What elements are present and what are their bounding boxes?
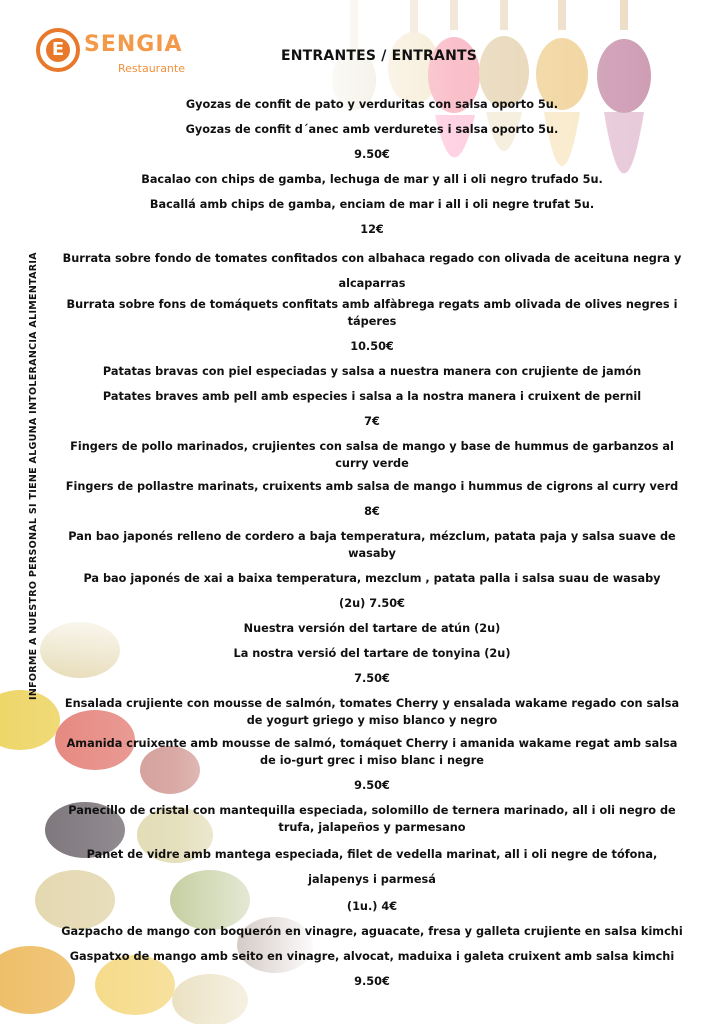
item-name-es: Burrata sobre fondo de tomates confitados con albahaca regado con olivada de aceituna negra y alcaparras xyxy=(62,252,682,290)
item-name-ca: Amanida cruixente amb mousse de salmó, tomáquet Cherry i amanida wakame regat amb salsa de io-gurt grec i miso blanc i negre xyxy=(66,737,678,767)
item-name-es: Ensalada crujiente con mousse de salmón, tomates Cherry y ensalada wakame regado con salsa de yogurt griego y miso blanco y negro xyxy=(64,697,680,727)
allergy-notice: INFORME A NUESTRO PERSONAL SI TIENE ALGUNA INTOLERANCIA ALIMENTARIA xyxy=(28,252,39,700)
item-price: 12€ xyxy=(360,223,384,236)
menu-item xyxy=(58,171,686,238)
item-name-es: Gazpacho de mango con boquerón en vinagre, aguacate, fresa y galleta crujiente en salsa kimchi xyxy=(61,925,683,938)
item-name-es: Fingers de pollo marinados, crujientes con salsa de mango y base de hummus de garbanzos al curry verde xyxy=(70,440,674,470)
page-title: ENTRANTES / ENTRANTS xyxy=(281,48,478,64)
menu-item xyxy=(58,695,686,794)
logo-subtitle: Restaurante xyxy=(118,62,185,75)
item-name-es: Nuestra versión del tartare de atún (2u) xyxy=(243,622,501,635)
item-name-es: Panecillo de cristal con mantequilla especiada, solomillo de ternera marinado, all i oli negro de trufa, jalapeños y parmesano xyxy=(68,804,676,834)
item-name-ca: Patates braves amb pell amb especies i salsa a la nostra manera i cruixent de pernil xyxy=(102,390,642,403)
logo-name: SENGIA xyxy=(84,32,183,57)
item-name-ca: La nostra versió del tartare de tonyina (2u) xyxy=(233,647,511,660)
item-name-ca: Pa bao japonés de xai a baixa temperatura, mezclum , patata palla i salsa suau de wasaby xyxy=(83,572,661,585)
item-name-ca: Gaspatxo de mango amb seito en vinagre, alvocat, maduixa i galeta cruixent amb salsa kimchi xyxy=(69,950,675,963)
item-name-es: Gyozas de confit de pato y verduritas con salsa oporto 5u. xyxy=(185,98,559,111)
item-name-ca: Burrata sobre fons de tomáquets confitats amb alfàbrega regats amb olivada de olives negres i táperes xyxy=(66,298,678,328)
item-price: 10.50€ xyxy=(350,340,394,353)
item-price: 9.50€ xyxy=(354,779,390,792)
item-name-ca: Fingers de pollastre marinats, cruixents amb salsa de mango i hummus de cigrons al curry verd xyxy=(65,480,679,493)
item-name-es: Bacalao con chips de gamba, lechuga de mar y all i oli negro trufado 5u. xyxy=(141,173,603,186)
logo-letter: E xyxy=(46,38,70,62)
item-price: 7€ xyxy=(364,415,380,428)
restaurant-logo xyxy=(36,28,186,80)
item-price: 9.50€ xyxy=(354,975,390,988)
item-name-ca: Bacallá amb chips de gamba, enciam de mar i all i oli negre trufat 5u. xyxy=(149,198,595,211)
item-price: 9.50€ xyxy=(354,148,390,161)
menu-item xyxy=(58,246,686,355)
menu-item xyxy=(58,528,686,612)
menu-list xyxy=(58,96,686,990)
menu-item xyxy=(58,363,686,430)
item-price: (2u) 7.50€ xyxy=(339,597,405,610)
menu-item xyxy=(58,923,686,990)
item-name-ca: Panet de vidre amb mantega especiada, filet de vedella marinat, all i oli negre de tófona, jalapenys i parmesá xyxy=(86,848,658,886)
menu-item xyxy=(58,96,686,163)
menu-item xyxy=(58,802,686,915)
item-name-es: Pan bao japonés relleno de cordero a baja temperatura, mézclum, patata paja y salsa suave de wasaby xyxy=(68,530,676,560)
item-price: (1u.) 4€ xyxy=(346,900,398,913)
menu-item xyxy=(58,620,686,687)
item-name-ca: Gyozas de confit d´anec amb verduretes i salsa oporto 5u. xyxy=(185,123,559,136)
item-name-es: Patatas bravas con piel especiadas y salsa a nuestra manera con crujiente de jamón xyxy=(102,365,642,378)
menu-item xyxy=(58,438,686,520)
logo-circle-icon xyxy=(36,28,80,72)
item-price: 7.50€ xyxy=(354,672,390,685)
item-price: 8€ xyxy=(364,505,380,518)
